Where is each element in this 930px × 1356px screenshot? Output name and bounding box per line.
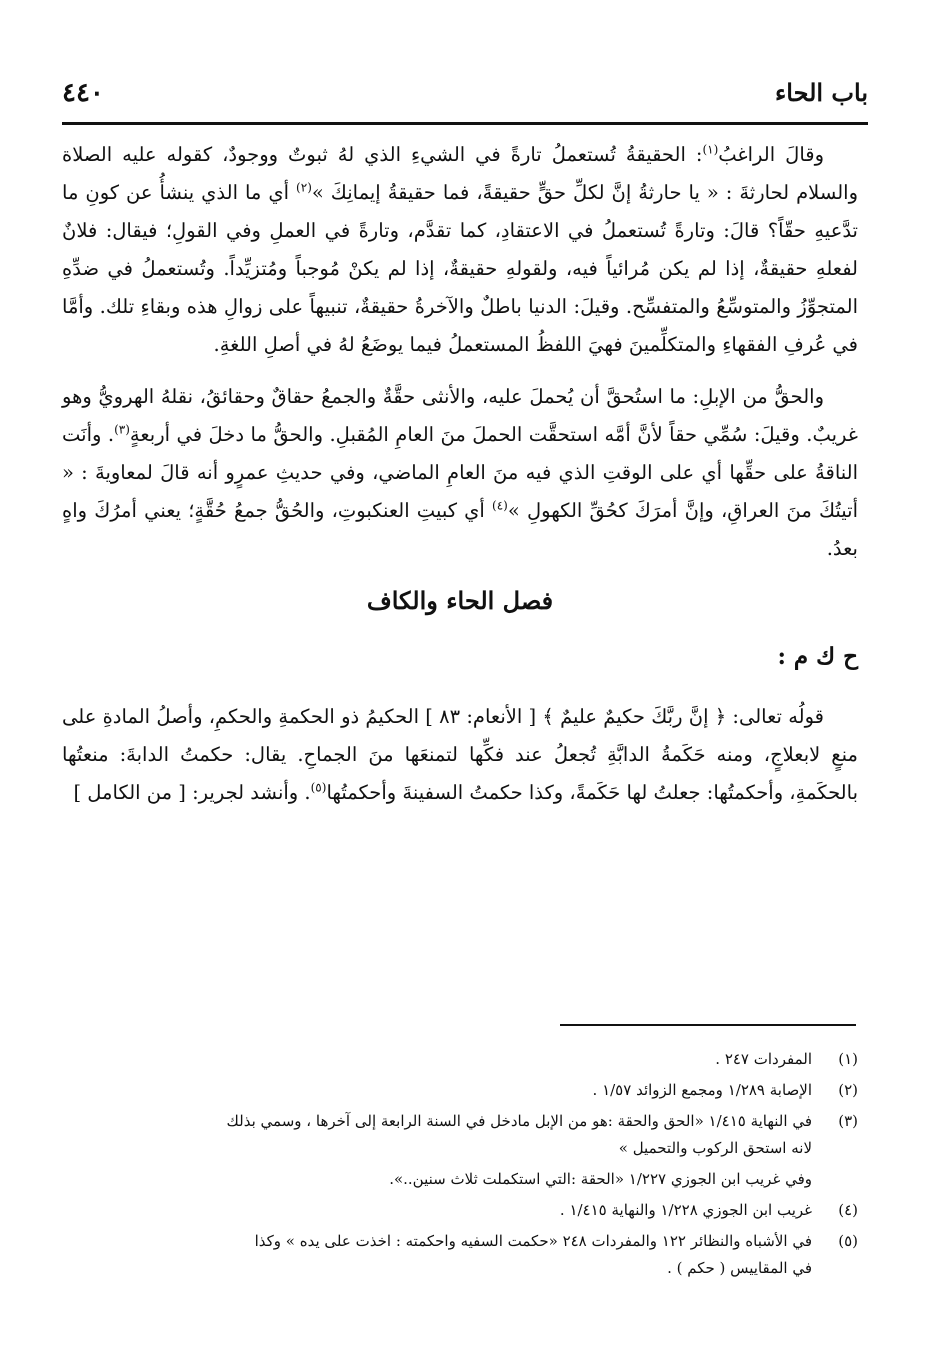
footnote-item: [62, 1108, 858, 1162]
paragraph-1-text-b: : الحقيقةُ تُستعملُ تارةً في الشيءِ الذي لهُ ثبوتٌ ووجودٌ، كقوله عليه الصلاة والسلام لحارثةَ : « يا حارثةُ إنَّ لكلِّ حقٍّ حقيقةً، فما حقيقةُ إيمانِكَ »: [62, 143, 858, 204]
page-number: ٤٤٠: [62, 78, 104, 108]
footnote-number: (٣): [838, 1112, 858, 1130]
paragraph-3: [62, 698, 858, 812]
main-text: [62, 136, 858, 826]
footnote-line: غريب ابن الجوزي ١/٢٢٨ والنهاية ١/٤١٥ .: [559, 1201, 812, 1219]
paragraph-2-text-a: والحقُّ من الإبلِ: ما استُحقَّ أن يُحملَ عليه، والأنثى حقَّةٌ والجمعُ حقاقٌ وحقائقُ، نقلهُ الهرويُّ وهو غريبٌ. وقيلَ: سُمِّي حقاً لأنَّ أمَّه استحقَّت الحملَ منَ العامِ المُقبلِ. والحقُّ ما دخلَ في أربعةٍ: [62, 385, 858, 446]
footnote-rule: [560, 1024, 856, 1026]
footnote-line: الإصابة ١/٢٨٩ ومجمع الزوائد ١/٥٧ .: [592, 1081, 812, 1099]
paragraph-3-text-b: . وأنشد لجرير: [ من الكامل ]: [73, 781, 311, 804]
paragraph-2: [62, 378, 858, 568]
footnote-text: [62, 1197, 812, 1224]
footnote-number: (١): [838, 1050, 858, 1068]
paragraph-2-text-c: أي كبيتِ العنكبوتِ، والحُقُّ جمعُ حُقَّةٍ؛ يعني أمرُكَ واهٍ بعدُ.: [62, 499, 858, 560]
footnote-item: [62, 1228, 858, 1282]
footnote-line: لانه استحق الركوب والتحميل »: [618, 1139, 812, 1157]
footnote-ref-2: (٢): [296, 180, 312, 195]
footnote-item: [62, 1197, 858, 1224]
footnote-number: (٥): [838, 1232, 858, 1250]
footnote-number: (٢): [838, 1081, 858, 1099]
paragraph-2-text-b: . وأنَت الناقةُ على حقِّها أي على الوقتِ الذي فيه منَ العامِ الماضي، وفي حديثِ عمرٍو أنه قالَ لمعاويةَ : « أتيتُكَ منَ العراقِ، وإنَّ أمرَكَ كحُقِّ الكهولِ »: [62, 423, 859, 522]
section-heading: فصل الحاء والكاف: [366, 586, 554, 615]
page-header: [62, 78, 868, 122]
footnotes: [62, 1046, 858, 1286]
footnote-line: في المقاييس ( حكم ) .: [667, 1259, 812, 1277]
footnote-ref-4: (٤): [492, 498, 508, 513]
footnote-ref-3: (٣): [114, 422, 130, 437]
footnote-line: المفردات ٢٤٧ .: [715, 1050, 812, 1068]
paragraph-1: [62, 136, 858, 364]
root-heading: ح ك م :: [777, 643, 858, 670]
footnote-text: [62, 1046, 812, 1073]
footnote-ref-1: (١): [702, 142, 719, 157]
footnote-text: [62, 1108, 812, 1162]
footnote-text: [62, 1228, 812, 1282]
footnote-number: (٤): [838, 1201, 858, 1219]
paragraph-1-text-a: وقالَ الراغبُ: [718, 143, 824, 166]
footnote-item: [62, 1046, 858, 1073]
footnote-ref-5: (٥): [310, 780, 327, 795]
footnote-text: [62, 1077, 812, 1104]
footnote-item: [62, 1077, 858, 1104]
header-rule: [62, 122, 868, 125]
footnote-line: في النهاية ١/٤١٥ «الحق والحقة :هو من الإبل مادخل في السنة الرابعة إلى آخرها ، وسمي بذلك: [226, 1112, 812, 1130]
footnote-line: في الأشباه والنظائر ١٢٢ والمفردات ٢٤٨ «حكمت السفيه واحكمته : اخذت على يده » وكذا: [254, 1232, 812, 1250]
footnote-continuation: وفي غريب ابن الجوزي ١/٢٢٧ «الحقة :التي استكملت ثلاث سنين..».: [389, 1170, 812, 1188]
running-title: باب الحاء: [774, 78, 868, 107]
paragraph-1-text-c: أي ما الذي ينشأُ عن كونِ ما تدَّعيهِ حقّاً؟ قالَ: وتارةً تُستعملُ في الاعتقادِ، كما تقدَّم، وتارةً في العملِ وفي القولِ؛ فيقال: فلانٌ لفعلهِ حقيقةٌ، إذا لم يكن مُرائياً فيه، ولقولهِ حقيقةٌ، إذا لم يكنْ مُوجباً ومُتزيِّداً. وتُستعملُ في ضدِّهِ المتجوِّزُ والمتوسِّعُ والمتفسِّح. وقيلَ: الدنيا باطلٌ والآخرةُ حقيقةٌ، تنبيهاً على زوالِ هذه وبقاءِ تلك. وأمَّا في عُرفِ الفقهاءِ والمتكلِّمينَ فهيَ اللفظُ المستعملُ فيما يوضَعُ لهُ في أصلِ اللغةِ.: [62, 181, 858, 356]
paragraph-3-text-a: قولُه تعالى: ﴿ إنَّ ربَّكَ حكيمٌ عليمٌ ﴾ [ الأنعام: ٨٣ ] الحكيمُ ذو الحكمةِ والحكمِ، وأصلُ المادةِ على منعٍ لابعلاجٍ، ومنه حَكَمةُ الدابَّةِ تُجعلُ عند فكِّها لتمنعَها منَ الجماحِ. يقال: حكمتُ الدابةَ: منعتُها بالحكَمةِ، وأحكمتُها: جعلتُ لها حَكَمةً، وكذا حكمتُ السفينةَ وأحكمتُها: [62, 705, 858, 804]
